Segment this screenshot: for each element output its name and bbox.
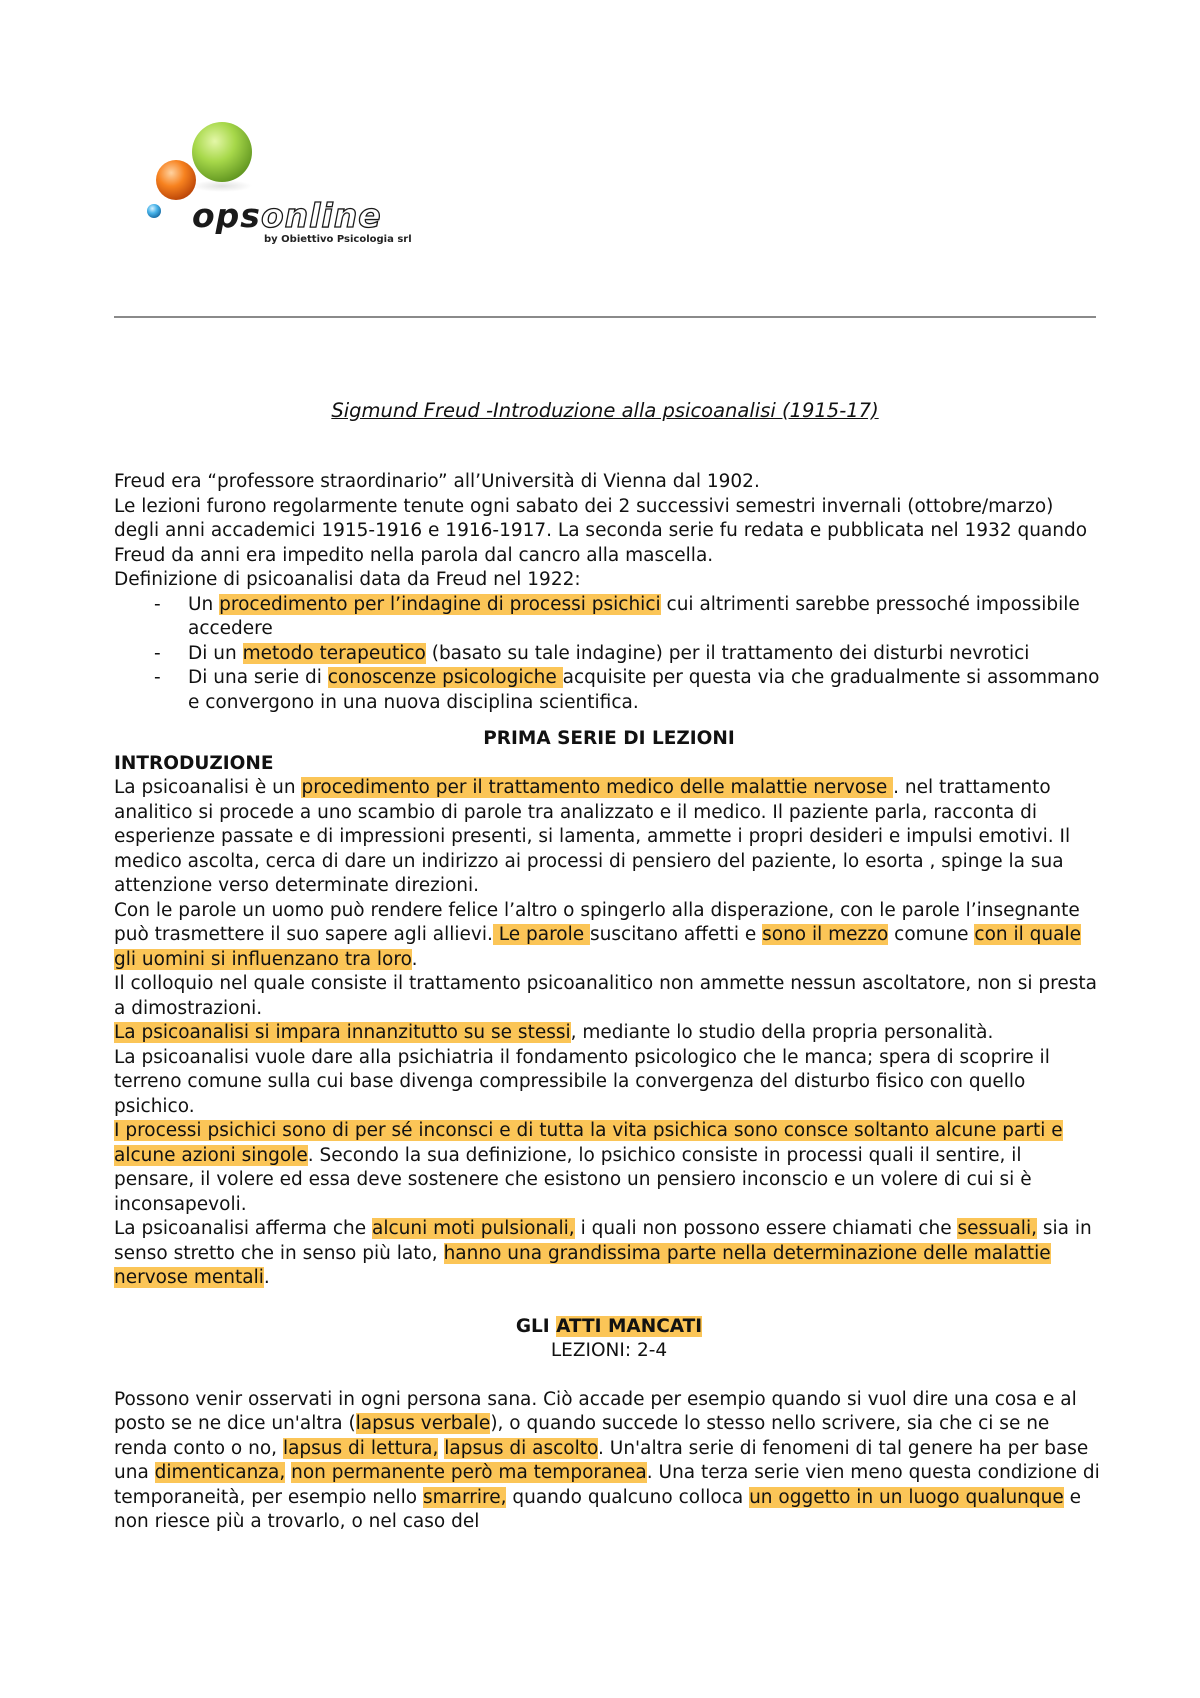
highlight: metodo terapeutico bbox=[242, 642, 426, 664]
bullet-dash: - bbox=[154, 642, 161, 664]
logo-spheres-icon bbox=[140, 118, 480, 268]
opsonline-logo bbox=[140, 118, 480, 268]
section1-paragraph-1: La psicoanalisi è un procedimento per il trattamento medico delle malattie nervose . nel trattamento analitico si procede a uno scambio di parole tra analizzato e il medico. Il paziente parla, racconta di esperienze passate e di impressioni presenti, si lamenta, ammette i propri desideri e impulsi emotivi. Il medico ascolta, cerca di dare un indirizzo ai processi di pensiero del paziente, lo esorta , spinge la sua attenzione verso determinate direzioni. bbox=[114, 777, 1071, 896]
highlight: alcuni moti pulsionali, bbox=[372, 1218, 575, 1239]
highlight: Le parole bbox=[492, 924, 591, 945]
highlight: procedimento per il trattamento medico delle malattie nervose bbox=[301, 777, 894, 798]
section-heading: GLI ATTI MANCATI bbox=[515, 1315, 703, 1337]
highlight: sono il mezzo bbox=[762, 924, 889, 945]
bullet-dash: - bbox=[154, 593, 161, 615]
document-body bbox=[114, 470, 1104, 1535]
definition-item: - Un procedimento per l’indagine di processi psichici cui altrimenti sarebbe pressoché impossibile accedere bbox=[154, 593, 1080, 639]
highlight: lapsus verbale bbox=[355, 1413, 491, 1434]
highlight: conoscenze psicologiche bbox=[327, 667, 563, 688]
logo-wordmark bbox=[192, 196, 382, 235]
definition-item: - Di una serie di conoscenze psicologiche acquisite per questa via che gradualmente si assommano e convergono in una nuova disciplina scientifica. bbox=[154, 667, 1100, 713]
definition-item: - Di un metodo terapeutico (basato su tale indagine) per il trattamento dei disturbi nevrotici bbox=[114, 642, 1104, 667]
highlight: con il quale gli uomini si influenzano tra loro bbox=[114, 924, 1081, 970]
intro-paragraph-2: Le lezioni furono regolarmente tenute ogni sabato dei 2 successivi semestri invernali (ottobre/marzo) degli anni accademici 1915-1916 e 1916-1917. La seconda serie fu redata e pubblicata nel 1932 quando Freud da anni era impedito nella parola dal cancro alla mascella. bbox=[114, 495, 1088, 566]
header-divider bbox=[114, 316, 1096, 318]
section-subheading: INTRODUZIONE bbox=[114, 752, 274, 774]
highlight: La psicoanalisi si impara innanzitutto su se stessi bbox=[114, 1022, 571, 1043]
section1-paragraph-5: La psicoanalisi vuole dare alla psichiatria il fondamento psicologico che le manca; spera di scoprire il terreno comune sulla cui base divenga compressibile la convergenza del disturbo fisico con quello psichico. bbox=[114, 1046, 1050, 1117]
section2-paragraph-1: Possono venir osservati in ogni persona sana. Ciò accade per esempio quando si vuol dire una cosa e al posto se ne dice un'altra (lapsus verbale), o quando succede lo stesso nello scrivere, sia che ci se ne renda conto o no, lapsus di lettura, lapsus di ascolto. Un'altra serie di fenomeni di tal genere ha per base una dimenticanza, non permanente però ma temporanea. Una terza serie vien meno questa condizione di temporaneità, per esempio nello smarrire, quando qualcuno colloca un oggetto in un luogo qualunque e non riesce più a trovarlo, o nel caso del bbox=[114, 1388, 1100, 1532]
logo-word-online: online bbox=[260, 196, 382, 235]
highlight: dimenticanza, bbox=[154, 1462, 286, 1483]
intro-paragraph-3: Definizione di psicoanalisi data da Freud nel 1922: bbox=[114, 569, 581, 590]
bullet-dash: - bbox=[154, 667, 161, 688]
section1-paragraph-4: La psicoanalisi si impara innanzitutto su se stessi, mediante lo studio della propria personalità. bbox=[114, 1022, 994, 1043]
highlight: lapsus di lettura, bbox=[282, 1437, 439, 1459]
logo-tagline: by Obiettivo Psicologia srl bbox=[264, 234, 412, 245]
logo-word-ops: ops bbox=[192, 196, 261, 235]
highlight: smarrire, bbox=[422, 1486, 507, 1508]
highlight: non permanente però ma temporanea bbox=[291, 1462, 647, 1483]
highlight: un oggetto in un luogo qualunque bbox=[749, 1486, 1064, 1508]
section-heading: PRIMA SERIE DI LEZIONI bbox=[483, 728, 735, 749]
highlight: I processi psichici sono di per sé inconsci e di tutta la vita psichica sono consce soltanto alcune parti e alcune azioni singole bbox=[114, 1120, 1063, 1166]
intro-paragraph-1: Freud era “professore straordinario” all’Università di Vienna dal 1902. bbox=[114, 471, 760, 492]
definition-list bbox=[114, 593, 1104, 716]
document-title: Sigmund Freud -Introduzione alla psicoanalisi (1915-17) bbox=[331, 399, 879, 422]
section1-paragraph-7: La psicoanalisi afferma che alcuni moti pulsionali, i quali non possono essere chiamati che sessuali, sia in senso stretto che in senso più lato, hanno una grandissima parte nella determinazione delle malattie nervose mentali. bbox=[114, 1218, 1092, 1288]
section1-paragraph-3: Il colloquio nel quale consiste il trattamento psicoanalitico non ammette nessun ascoltatore, non si presta a dimostrazioni. bbox=[114, 973, 1097, 1019]
highlight: procedimento per l’indagine di processi psichici bbox=[219, 593, 661, 615]
highlight: lapsus di ascolto bbox=[444, 1437, 599, 1459]
lessons-label: LEZIONI: 2-4 bbox=[550, 1340, 668, 1361]
highlight: hanno una grandissima parte nella determinazione delle malattie nervose mentali bbox=[114, 1242, 1051, 1288]
section1-paragraph-6: I processi psichici sono di per sé inconsci e di tutta la vita psichica sono consce soltanto alcune parti e alcune azioni singole. Secondo la sua definizione, lo psichico consiste in processi quali il sentire, il pensare, il volere ed essa deve sostenere che esistono un pensiero inconscio e un volere di cui si è inconsapevoli. bbox=[114, 1120, 1063, 1215]
highlight: ATTI MANCATI bbox=[556, 1315, 703, 1337]
highlight: sessuali, bbox=[957, 1218, 1037, 1239]
section1-paragraph-2: Con le parole un uomo può rendere felice l’altro o spingerlo alla disperazione, con le parole l’insegnante può trasmettere il suo sapere agli allievi. Le parole suscitano affetti e sono il mezzo comune con il quale gli uomini si influenzano tra loro. bbox=[114, 899, 1081, 970]
